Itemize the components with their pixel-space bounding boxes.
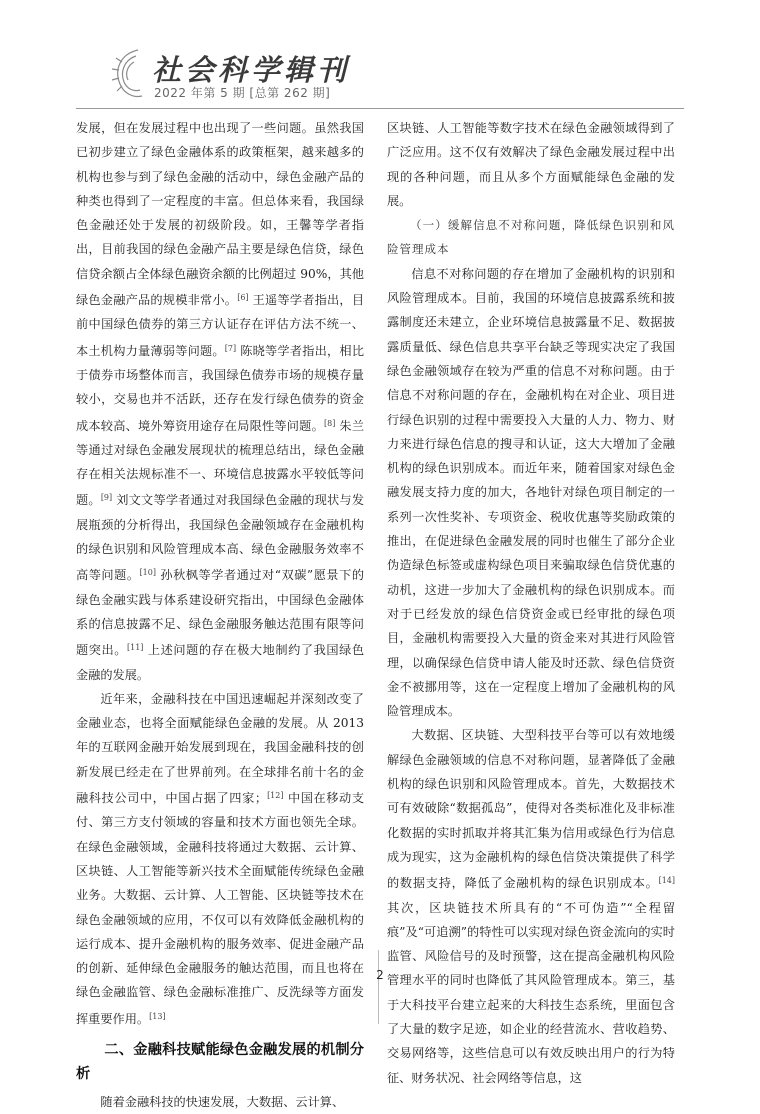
paragraph: 区块链、人工智能等数字技术在绿色金融领域得到了广泛应用。这不仅有效解决了绿色金融发展过程中出现的各种问题，而且从多个方面赋能绿色金融的发展。	[387, 121, 675, 208]
paragraph: 近年来，金融科技在中国迅速崛起并深刻改变了金融业态，也将全面赋能绿色金融的发展。从 2013 年的互联网金融开始发展到现在，我国金融科技的创新发展已经走在了世界前列。在全球排名前十名的金融科技公司中，中国占据了四家；[12] 中国在移动支付、第三方支付领域的容量和技术方面也领先全球。在绿色金融领域，金融科技将通过大数据、云计算、区块链、人工智能等新兴技术全面赋能传统绿色金融业务。大数据、云计算、人工智能、区块链等技术在绿色金融领域的应用，不仅可以有效降低金融机构的运行成本、提升金融机构的服务效率、促进金融产品的创新、延伸绿色金融服务的触达范围，而且也将在绿色金融监管、绿色金融标准推广、反洗绿等方面发挥重要作用。[13]	[76, 691, 365, 1026]
paragraph: 发展，但在发展过程中也出现了一些问题。虽然我国已初步建立了绿色金融体系的政策框架，越来越多的机构也参与到了绿色金融的活动中，绿色金融产品的种类也得到了一定程度的丰富。但总体来看，我国绿色金融还处于发展的初级阶段。如，王馨等学者指出，目前我国的绿色金融产品主要是绿色信贷，绿色信贷余额占全体绿色融资余额的比例超过 90%，其他绿色金融产品的规模非常小。[6] 王遥等学者指出，目前中国绿色债券的第三方认证存在评估方法不统一、本土机构力量薄弱等问题。[7] 陈晓等学者指出，相比于债券市场整体而言，我国绿色债券市场的规模存量较小，交易也并不活跃，还存在发行绿色债券的资金成本较高、境外筹资用途存在局限性等问题。[8] 朱兰等通过对绿色金融发展现状的梳理总结出，绿色金融存在相关法规标准不一、环境信息披露水平较低等问题。[9] 刘文文等学者通过对我国绿色金融的现状与发展瓶颈的分析得出，我国绿色金融领域存在金融机构的绿色识别和风险管理成本高、绿色金融服务效率不高等问题。[10] 孙秋枫等学者通过对“双碳”愿景下的绿色金融实践与体系建设研究指出，中国绿色金融体系的信息披露不足、绿色金融服务触达范围有限等问题突出。[11] 上述问题的存在极大地制约了我国绿色金融的发展。	[76, 121, 365, 682]
reference-mark: [14]	[658, 876, 675, 886]
reference-mark: [6]	[237, 293, 249, 303]
right-column	[387, 116, 675, 1090]
page-number: 2	[376, 968, 384, 982]
journal-title: 社会科学辑刊	[152, 53, 351, 87]
paragraph: 大数据、区块链、大型科技平台等可以有效地缓解绿色金融领域的信息不对称问题，显著降低了金融机构的绿色识别和风险管理成本。首先，大数据技术可有效破除“数据孤岛”，使得对各类标准化及非标准化数据的实时抓取并将其汇集为信用或绿色行为信息成为现实，这为金融机构的绿色信贷决策提供了科学的数据支持，降低了金融机构的绿色识别成本。[14] 其次，区块链技术所具有的“不可伪造”“全程留痕”及“可追溯”的特性可以实现对绿色资金流向的实时监管、风险信号的及时预警，这在提高金融机构风险管理水平的同时也降低了其风险管理成本。第三，基于大科技平台建立起来的大科技生态系统，里面包含了大量的数字足迹，如企业的经营流水、营收趋势、交易网络等，这些信息可以有效反映出用户的行为特征、财务状况、社会网络等信息，这	[387, 728, 675, 1085]
header-rule	[76, 108, 684, 109]
journal-emblem-icon	[108, 44, 152, 104]
footer-divider	[378, 950, 379, 1024]
reference-mark: [13]	[149, 1011, 166, 1021]
reference-mark: [12]	[267, 791, 284, 801]
paragraph: 信息不对称问题的存在增加了金融机构的识别和风险管理成本。目前，我国的环境信息披露系统和披露制度还未建立，企业环境信息披露量不足、数据披露质量低、绿色信息共享平台缺乏等现实决定了我国绿色金融领域存在较为严重的信息不对称问题。由于信息不对称问题的存在，金融机构在对企业、项目进行绿色识别的过程中需要投入大量的人力、物力、财力来进行绿色信息的搜寻和认证，这大大增加了金融机构的绿色识别成本。而近年来，随着国家对绿色金融发展支持力度的加大，各地针对绿色项目制定的一系列一次性奖补、专项资金、税收优惠等奖励政策的推出，在促进绿色金融发展的同时也催生了部分企业伪造绿色标签或虚构绿色项目来骗取绿色信贷优惠的动机，这进一步加大了金融机构的绿色识别成本。而对于已经发放的绿色信贷资金或已经审批的绿色项目，金融机构需要投入大量的资金来对其进行风险管理，以确保绿色信贷申请人能及时还款、绿色信贷资金不被挪用等，这在一定程度上增加了金融机构的风险管理成本。	[387, 266, 675, 719]
reference-mark: [8]	[323, 418, 336, 428]
reference-mark: [11]	[127, 643, 144, 653]
journal-header	[108, 44, 668, 104]
paragraph: 随着金融科技的快速发展，大数据、云计算、	[100, 1094, 345, 1109]
reference-mark: [9]	[100, 493, 113, 503]
reference-mark: [7]	[224, 343, 237, 353]
left-column	[76, 116, 364, 1114]
subsection-heading: （一）缓解信息不对称问题，降低绿色识别和风险管理成本	[387, 218, 675, 257]
section-heading: 二、金融科技赋能绿色金融发展的机制分析	[76, 1041, 364, 1082]
reference-mark: [10]	[139, 568, 156, 578]
issue-info: 2022 年第 5 期 [总第 262 期]	[154, 86, 331, 100]
